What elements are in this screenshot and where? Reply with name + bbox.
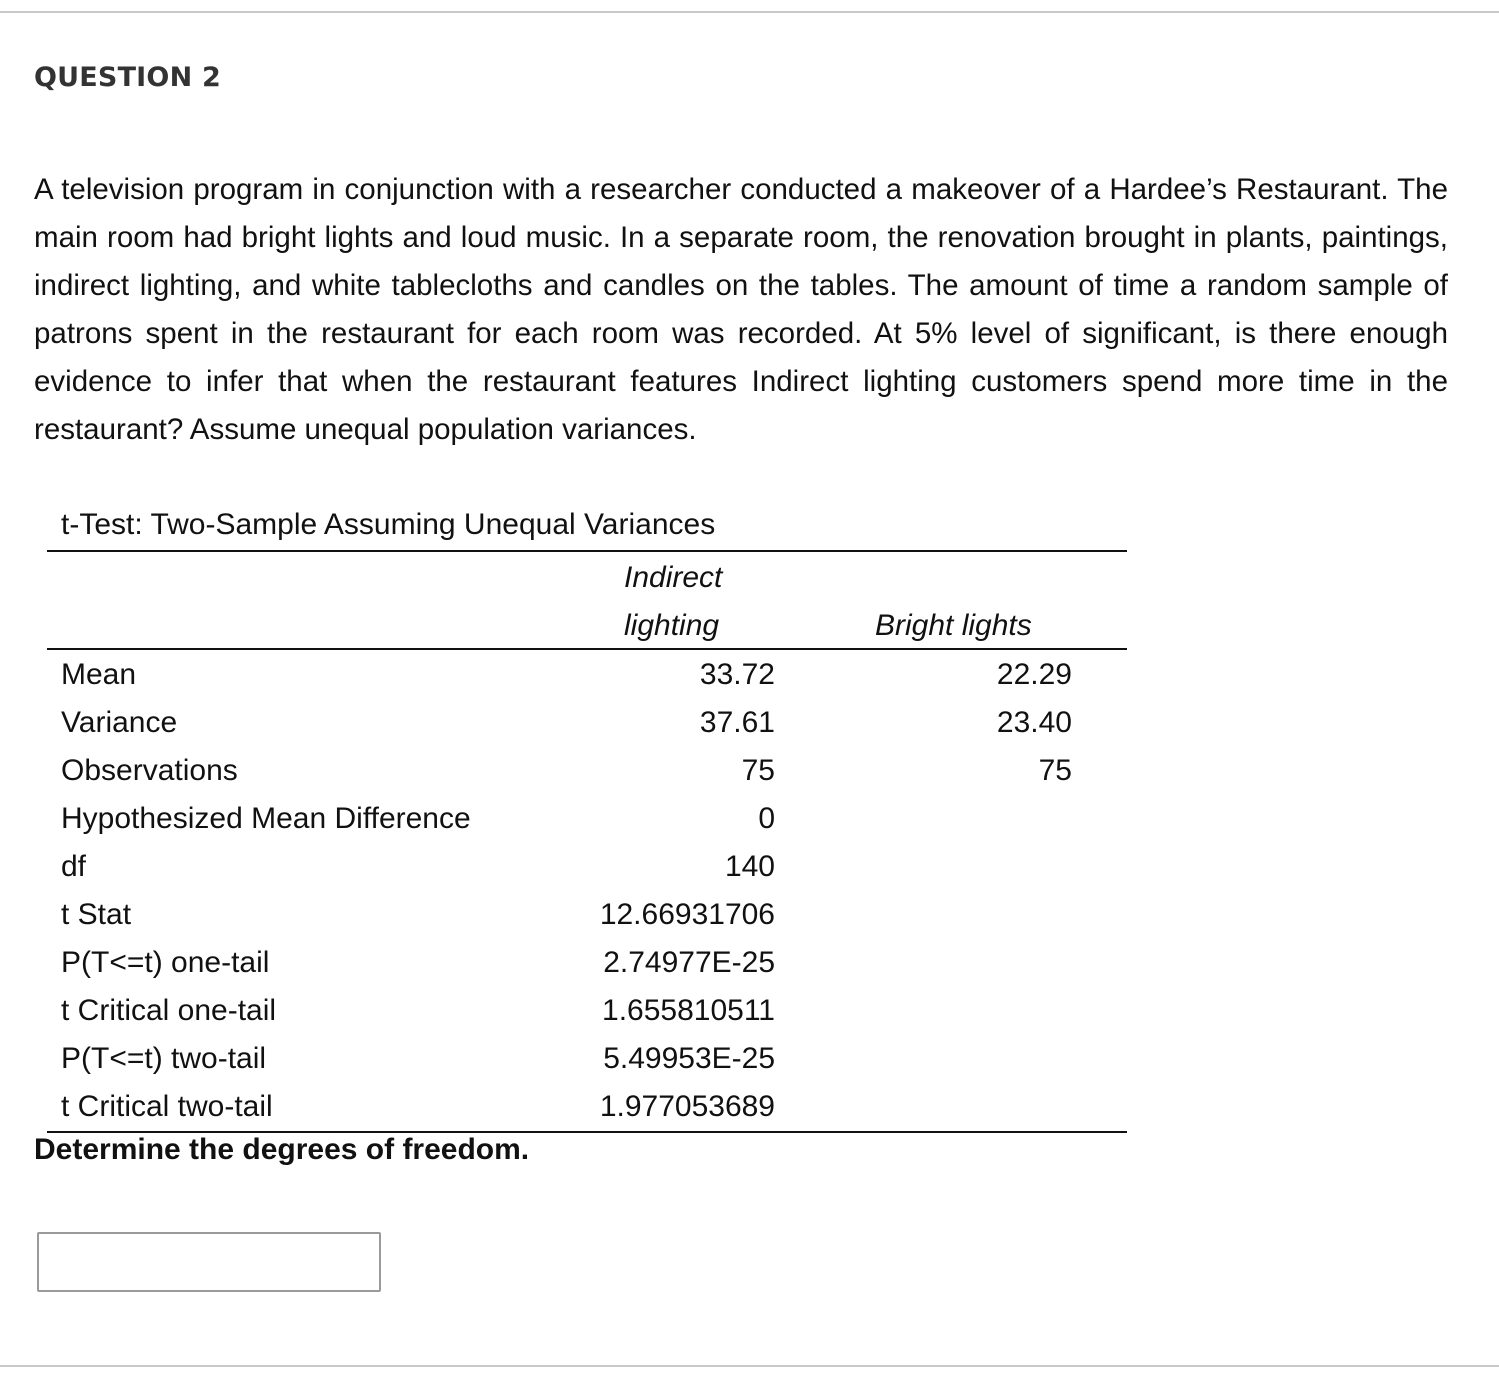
indirect-lighting-value: 12.66931706	[599, 898, 775, 931]
table-row	[47, 987, 1127, 1035]
table-row	[47, 939, 1127, 987]
row-label: t Critical two-tail	[61, 1090, 273, 1123]
row-label: df	[61, 850, 87, 883]
column-header-indirect-lighting: Indirect lighting	[624, 561, 723, 642]
indirect-lighting-value: 2.74977E-25	[603, 946, 775, 979]
row-label: P(T<=t) one-tail	[61, 946, 270, 979]
answer-prompt: Determine the degrees of freedom.	[34, 1133, 530, 1166]
indirect-lighting-value: 33.72	[699, 658, 775, 691]
question-title: QUESTION 2	[34, 62, 221, 93]
row-label: t Critical one-tail	[61, 994, 277, 1027]
row-label: Variance	[61, 706, 178, 739]
table-row	[47, 843, 1127, 891]
table-row	[47, 651, 1127, 699]
indirect-lighting-value: 1.977053689	[599, 1090, 775, 1123]
indirect-lighting-value: 140	[724, 850, 775, 883]
table-row	[47, 891, 1127, 939]
table-row	[47, 1035, 1127, 1083]
row-label: t Stat	[61, 898, 132, 931]
table-row	[47, 699, 1127, 747]
bright-lights-value: 75	[1038, 754, 1072, 787]
bright-lights-value: 23.40	[996, 706, 1072, 739]
column-header-bright-lights: Bright lights	[875, 609, 1032, 642]
answer-input[interactable]	[37, 1232, 381, 1292]
ttest-rows	[47, 650, 1127, 1133]
ttest-header-row	[47, 552, 1127, 650]
indirect-lighting-value: 37.61	[699, 706, 775, 739]
ttest-table	[47, 500, 1127, 1133]
row-label: Hypothesized Mean Difference	[61, 802, 471, 835]
bright-lights-value: 22.29	[996, 658, 1072, 691]
table-row	[47, 747, 1127, 795]
indirect-lighting-value: 1.655810511	[602, 994, 775, 1027]
indirect-lighting-value: 5.49953E-25	[603, 1042, 775, 1075]
row-label: Mean	[61, 658, 137, 691]
table-row	[47, 1083, 1127, 1131]
row-label: P(T<=t) two-tail	[61, 1042, 267, 1075]
table-row	[47, 795, 1127, 843]
top-divider	[0, 11, 1499, 13]
ttest-title: t-Test: Two-Sample Assuming Unequal Variances	[47, 500, 1127, 552]
bottom-divider	[0, 1365, 1499, 1367]
question-text: A television program in conjunction with a researcher conducted a makeover of a Hardee’s Restaurant. The main room had bright lights and loud music. In a separate room, the renovation brought in plants, paintings, indirect lighting, and white tablecloths and candles on the tables. The amount of time a random sample of patrons spent in the restaurant for each room was recorded. At 5% level of significant, is there enough evidence to infer that when the restaurant features Indirect lighting customers spend more time in the restaurant? Assume unequal population variances.	[34, 173, 1448, 446]
indirect-lighting-value: 75	[741, 754, 775, 787]
row-label: Observations	[61, 754, 238, 787]
indirect-lighting-value: 0	[758, 802, 775, 835]
